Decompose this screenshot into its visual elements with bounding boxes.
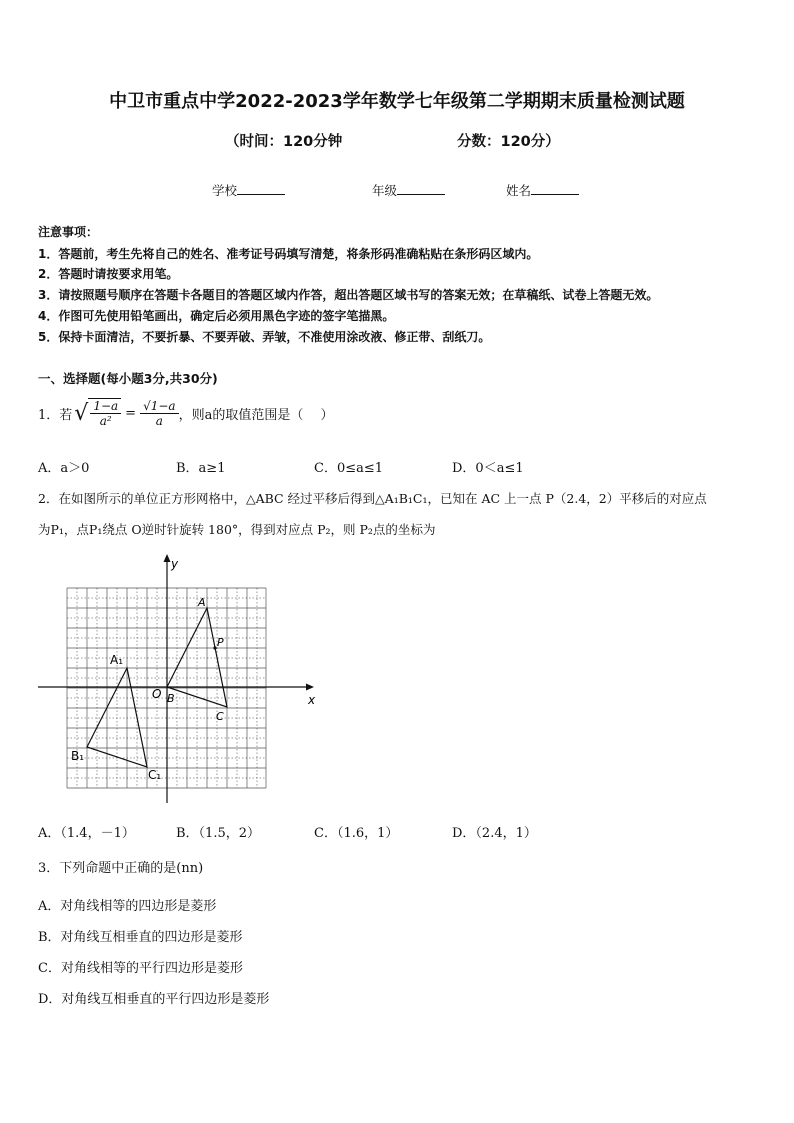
q3-option-b: B．对角线互相垂直的四边形是菱形	[38, 930, 243, 945]
y-axis-label: y	[171, 557, 179, 571]
note-item: 1．答题前，考生先将自己的姓名、准考证号码填写清楚，将条形码准确粘贴在条形码区域内。	[38, 247, 539, 261]
q2-option-d: D．（2.4，1）	[452, 826, 537, 841]
origin-label: O	[152, 687, 162, 701]
q1-left-denominator: a²	[99, 414, 112, 428]
q1-option-d: D．0＜a≤1	[452, 461, 524, 476]
label-b1: B₁	[71, 749, 85, 763]
name-blank	[531, 182, 579, 195]
triangle-abc	[167, 608, 227, 707]
grade-field	[372, 181, 445, 199]
label-c: C	[216, 710, 224, 723]
sqrt-sign: √	[74, 400, 89, 426]
name-label: 姓名	[506, 183, 532, 198]
grade-blank	[397, 182, 445, 195]
time-label: （时间：120分钟	[225, 134, 343, 150]
score-label: 分数：120分）	[457, 134, 560, 150]
q1-option-a: A．a＞0	[38, 461, 90, 476]
note-item: 2．答题时请按要求用笔。	[38, 267, 179, 281]
school-blank	[237, 182, 285, 195]
label-b: B	[167, 692, 175, 705]
q2-option-a: A．（1.4，－1）	[38, 826, 135, 841]
school-label: 学校	[212, 183, 238, 198]
q3-option-d: D．对角线互相垂直的平行四边形是菱形	[38, 992, 270, 1007]
q1-right-denominator: a	[155, 413, 163, 428]
note-item: 5．保持卡面清洁，不要折暴、不要弄破、弄皱，不准使用涂改液、修正带、刮纸刀。	[38, 330, 491, 344]
q1-left-numerator: 1−a	[90, 399, 121, 414]
q3-stem: 3．下列命题中正确的是(nn)	[38, 861, 204, 876]
q1-suffix: ，则a的取值范围是（ ）	[178, 407, 334, 423]
q2-stem-line2: 为P₁，点P₁绕点 O逆时针旋转 180°，得到对应点 P₂，则 P₂点的坐标为	[38, 522, 436, 537]
q1-right-fraction	[140, 399, 179, 428]
exam-title: 中卫市重点中学2022-2023学年数学七年级第二学期期末质量检测试题	[109, 91, 685, 112]
question-1	[38, 398, 333, 428]
label-c1: C₁	[148, 768, 162, 782]
x-axis-label: x	[308, 693, 316, 707]
section-title: 一、选择题(每小题3分,共30分)	[38, 371, 218, 386]
q2-stem-line1: 2．在如图所示的单位正方形网格中，△ABC 经过平移后得到△A₁B₁C₁，已知在 AC 上一点 P（2.4，2）平移后的对应点	[38, 491, 707, 506]
note-item: 4．作图可先使用铅笔画出，确定后必须用黑色字迹的签字笔描黑。	[38, 309, 395, 323]
q2-grid-figure	[30, 550, 330, 812]
label-a: A	[198, 596, 206, 609]
q1-prefix: 1．若	[38, 407, 73, 423]
x-axis-arrow	[306, 684, 314, 691]
grade-label: 年级	[372, 183, 398, 198]
q3-option-c: C．对角线相等的平行四边形是菱形	[38, 961, 243, 976]
q1-option-b: B．a≥1	[176, 461, 226, 476]
note-item: 3．请按照题号顺序在答题卡各题目的答题区域内作答，超出答题区域书写的答案无效；在草稿纸、试卷上答题无效。	[38, 288, 659, 302]
q1-right-numerator: √1−a	[140, 399, 179, 414]
q3-option-a: A．对角线相等的四边形是菱形	[38, 899, 217, 914]
q1-left-fraction	[88, 398, 121, 428]
name-field	[506, 181, 579, 199]
label-a1: A₁	[110, 653, 124, 667]
school-field	[212, 181, 285, 199]
q1-option-c: C．0≤a≤1	[314, 461, 384, 476]
notes-title: 注意事项：	[38, 225, 99, 239]
q1-equals: =	[125, 405, 137, 421]
y-axis-arrow	[164, 554, 171, 562]
q2-option-b: B．（1.5，2）	[176, 826, 260, 841]
q2-option-c: C．（1.6，1）	[314, 826, 399, 841]
label-p: P	[217, 636, 224, 649]
